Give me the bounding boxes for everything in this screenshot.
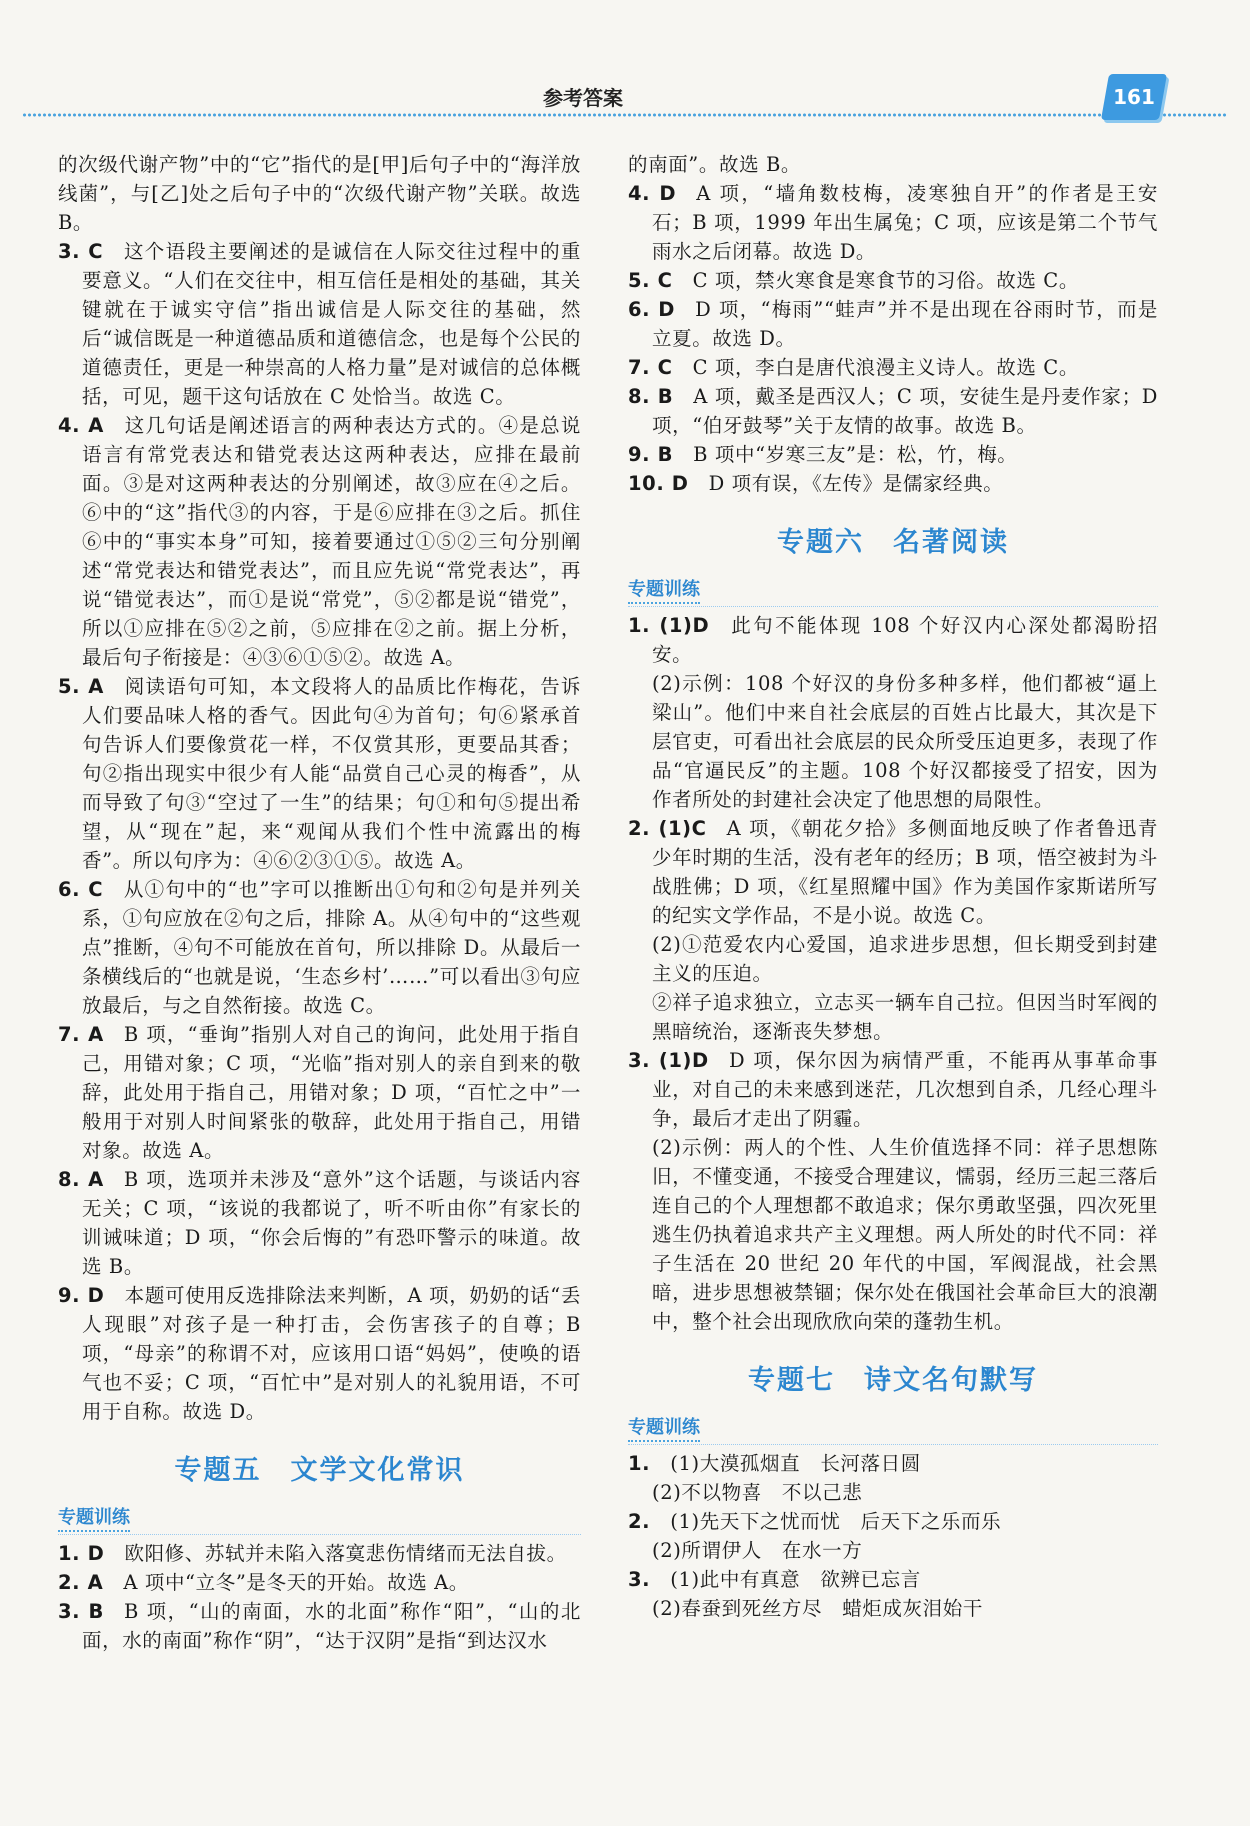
left-answers — [58, 150, 581, 1426]
answer-number: 8. B — [628, 385, 674, 408]
training-label-row — [58, 1499, 581, 1535]
training-label: 专题训练 — [58, 1503, 130, 1532]
answer-body: C 项，禁火寒食是寒食节的习俗。故选 C。 — [692, 269, 1079, 292]
answer-body: (2)①范爱农内心爱国，追求进步思想，但长期受到封建主义的压迫。 — [652, 933, 1158, 985]
answer-item — [628, 179, 1158, 266]
answer-number: 5. A — [58, 675, 104, 698]
answer-text — [628, 1536, 1158, 1565]
answer-number: 1. D — [58, 1542, 105, 1565]
training-label: 专题训练 — [628, 575, 700, 604]
answer-number: 6. D — [628, 298, 676, 321]
answer-number: 4. D — [628, 182, 677, 205]
answer-body: B 项中“岁寒三友”是：松，竹，梅。 — [693, 443, 1018, 466]
answer-number: 1. — [628, 1452, 651, 1475]
answer-number: 1. (1)D — [628, 614, 710, 637]
answer-item — [58, 1165, 581, 1281]
answer-item — [58, 1597, 581, 1655]
section-heading-5: 专题五 文学文化常识 — [174, 1455, 465, 1486]
answer-item — [58, 1539, 581, 1568]
answer-item — [58, 1281, 581, 1426]
answer-item — [628, 469, 1158, 498]
answer-item — [628, 382, 1158, 440]
answer-item — [628, 440, 1158, 469]
page-header — [0, 0, 1250, 130]
answer-body: 阅读语句可知，本文段将人的品质比作梅花，告诉人们要品味人格的香气。因此句④为首句；句⑥紧承首句告诉人们要像赏花一样，不仅赏其形，更要品其香；句②指出现实中很少有人能“品赏自己心灵的梅香”，从而导致了句③“空过了一生”的结果；句①和句⑤提出希望，从“现在”起，来“观闻从我们个性中流露出的梅香”。所以句序为：④⑥②③①⑤。故选 A。 — [82, 675, 581, 872]
answer-item — [58, 672, 581, 875]
answer-body: 这个语段主要阐述的是诚信在人际交往过程中的重要意义。“人们在交往中，相互信任是相处的基础，其关键就在于诚实守信”指出诚信是人际交往的基础，然后“诚信既是一种道德品质和道德信念，也是每个公民的道德责任，更是一种崇高的人格力量”是对诚信的总体概括，可见，题干这句话放在 C 处恰当。故选 C。 — [82, 240, 581, 408]
answer-item — [58, 875, 581, 1020]
answer-text — [628, 150, 1158, 179]
answer-body: (1)此中有真意 欲辨已忘言 — [670, 1568, 921, 1591]
section5-answers — [58, 1539, 581, 1655]
answer-item — [58, 237, 581, 411]
answer-item — [58, 411, 581, 672]
answer-body: A 项，《朝花夕拾》多侧面地反映了作者鲁迅青少年时期的生活，没有老年的经历；B 项，悟空被封为斗战胜佛；D 项，《红星照耀中国》作为美国作家斯诺所写的纪实文学作品，不是小说。故选 C。 — [652, 817, 1159, 927]
answer-body: (1)大漠孤烟直 长河落日圆 — [670, 1452, 921, 1475]
header-title: 参考答案 — [543, 86, 623, 110]
answer-number: 3. B — [58, 1600, 104, 1623]
answer-number: 2. — [628, 1510, 651, 1533]
answer-text — [628, 1478, 1158, 1507]
answer-number: 10. D — [628, 472, 689, 495]
answer-item — [628, 611, 1158, 669]
right-answers — [628, 150, 1158, 498]
answer-number: 3. — [628, 1568, 651, 1591]
answer-body: B 项，“垂询”指别人对自己的询问，此处用于指自己，用错对象；C 项，“光临”指对别人的亲自到来的敬辞，此处用于指自己，用错对象；D 项，“百忙之中”一般用于对别人时间紧张的敬辞，此处用于指自己，用错对象。故选 A。 — [82, 1023, 581, 1162]
answer-item — [628, 295, 1158, 353]
answer-text — [628, 669, 1158, 814]
training-label-row — [628, 571, 1158, 607]
answer-text — [628, 930, 1158, 988]
answer-item — [628, 1565, 1158, 1594]
answer-number: 2. (1)C — [628, 817, 707, 840]
page-number-badge — [1101, 74, 1167, 120]
answer-body: A 项中“立冬”是冬天的开始。故选 A。 — [123, 1571, 469, 1594]
answer-body: 欧阳修、苏轼并未陷入落寞悲伤情绪而无法自拔。 — [124, 1542, 567, 1565]
answer-number: 6. C — [58, 878, 104, 901]
answer-number: 9. D — [58, 1284, 105, 1307]
answer-number: 7. A — [58, 1023, 104, 1046]
right-column — [628, 150, 1158, 1623]
answer-item — [628, 1046, 1158, 1133]
answer-body: A 项，“墙角数枝梅，凌寒独自开”的作者是王安石；B 项，1999 年出生属兔；C 项，应该是第二个节气雨水之后闭幕。故选 D。 — [652, 182, 1158, 263]
answer-number: 2. A — [58, 1571, 104, 1594]
page-number: 161 — [1113, 85, 1155, 109]
answer-body: 此句不能体现 108 个好汉内心深处都渴盼招安。 — [652, 614, 1159, 666]
answer-body: (2)所谓伊人 在水一方 — [652, 1539, 863, 1562]
section-heading-7: 专题七 诗文名句默写 — [748, 1365, 1038, 1396]
training-label: 专题训练 — [628, 1413, 700, 1442]
answer-body: (1)先天下之忧而忧 后天下之乐而乐 — [670, 1510, 1002, 1533]
answer-body: 这几句话是阐述语言的两种表达方式的。④是总说语言有常党表达和错党表达这两种表达，应排在最前面。③是对这两种表达的分别阐述，故③应在④之后。⑥中的“这”指代③的内容，于是⑥应排在③之后。抓住⑥中的“事实本身”可知，接着要通过①⑤②三句分别阐述“常党表达和错党表达”，而且应先说“常党表达”，再说“错觉表达”，而①是说“常党”，⑤②都是说“错党”，所以①应排在⑤②之前，⑤应排在②之前。据上分析，最后句子衔接是：④③⑥①⑤②。故选 A。 — [82, 414, 581, 669]
answer-item — [58, 1020, 581, 1165]
answer-number: 9. B — [628, 443, 674, 466]
answer-item — [628, 353, 1158, 382]
section6-answers — [628, 611, 1158, 1336]
answer-text — [628, 1594, 1158, 1623]
answer-body: ②祥子追求独立，立志买一辆车自己拉。但因当时军阀的黑暗统治，逐渐丧失梦想。 — [652, 991, 1158, 1043]
dotted-divider — [22, 112, 1227, 118]
answer-item — [628, 1507, 1158, 1536]
answer-text — [628, 988, 1158, 1046]
answer-body: D 项，保尔因为病情严重，不能再从事革命事业，对自己的未来感到迷茫，几次想到自杀，几经心理斗争，最后才走出了阴霾。 — [652, 1049, 1159, 1130]
answer-body: B 项，选项并未涉及“意外”这个话题，与谈话内容无关；C 项，“该说的我都说了，听不听由你”有家长的训诫味道；D 项，“你会后悔的”有恐吓警示的味道。故选 B。 — [82, 1168, 581, 1278]
answer-number: 8. A — [58, 1168, 104, 1191]
answer-body: D 项，“梅雨”“蛙声”并不是出现在谷雨时节，而是立夏。故选 D。 — [652, 298, 1158, 350]
answer-body: D 项有误，《左传》是儒家经典。 — [708, 472, 1004, 495]
answer-item — [58, 1568, 581, 1597]
answer-item — [628, 266, 1158, 295]
answer-body: 的南面”。故选 B。 — [628, 153, 801, 176]
answer-text — [58, 150, 581, 237]
answer-body: 本题可使用反选排除法来判断，A 项，奶奶的话“丢人现眼”对孩子是一种打击，会伤害孩子的自尊；B 项，“母亲”的称谓不对，应该用口语“妈妈”，使唤的语气也不妥；C 项，“百忙中”是对别人的礼貌用语，不可用于自称。故选 D。 — [82, 1284, 581, 1423]
answer-body: 的次级代谢产物”中的“它”指代的是[甲]后句子中的“海洋放线菌”，与[乙]处之后句子中的“次级代谢产物”关联。故选 B。 — [58, 153, 581, 234]
section7-answers — [628, 1449, 1158, 1623]
answer-body: (2)示例：108 个好汉的身份多种多样，他们都被“逼上梁山”。他们中来自社会底层的百姓占比最大，其次是下层官吏，可看出社会底层的民众所受压迫更多，表现了作品“官逼民反”的主题。108 个好汉都接受了招安，因为作者所处的封建社会决定了他思想的局限性。 — [652, 672, 1158, 811]
answer-number: 3. (1)D — [628, 1049, 709, 1072]
answer-body: A 项，戴圣是西汉人；C 项，安徒生是丹麦作家；D 项，“伯牙鼓琴”关于友情的故事。故选 B。 — [652, 385, 1158, 437]
answer-text — [628, 1133, 1158, 1336]
answer-body: C 项，李白是唐代浪漫主义诗人。故选 C。 — [692, 356, 1079, 379]
answer-number: 4. A — [58, 414, 104, 437]
answer-body: (2)不以物喜 不以己悲 — [652, 1481, 863, 1504]
answer-body: B 项，“山的南面，水的北面”称作“阳”，“山的北面，水的南面”称作“阴”，“达于汉阴”是指“到达汉水 — [82, 1600, 582, 1652]
answer-item — [628, 1449, 1158, 1478]
answer-body: 从①句中的“也”字可以推断出①句和②句是并列关系，①句应放在②句之后，排除 A。从④句中的“这些观点”推断，④句不可能放在首句，所以排除 D。从最后一条横线后的“也就是说，‘生态乡村’……”可以看出③句应放最后，与之自然衔接。故选 C。 — [82, 878, 581, 1017]
answer-number: 3. C — [58, 240, 104, 263]
left-column — [58, 150, 581, 1655]
answer-number: 7. C — [628, 356, 673, 379]
section-heading-6: 专题六 名著阅读 — [777, 527, 1009, 558]
answer-number: 5. C — [628, 269, 673, 292]
answer-body: (2)示例：两人的个性、人生价值选择不同：祥子思想陈旧，不懂变通，不接受合理建议，懦弱，经历三起三落后连自己的个人理想都不敢追求；保尔勇敢坚强，四次死里逃生仍执着追求共产主义理想。两人所处的时代不同：祥子生活在 20 世纪 20 年代的中国，军阀混战，社会黑暗，进步思想被禁锢；保尔处在俄国社会革命巨大的浪潮中，整个社会出现欣欣向荣的蓬勃生机。 — [652, 1136, 1158, 1333]
answer-body: (2)春蚕到死丝方尽 蜡炬成灰泪始干 — [652, 1597, 983, 1620]
training-label-row — [628, 1409, 1158, 1445]
answer-item — [628, 814, 1158, 930]
